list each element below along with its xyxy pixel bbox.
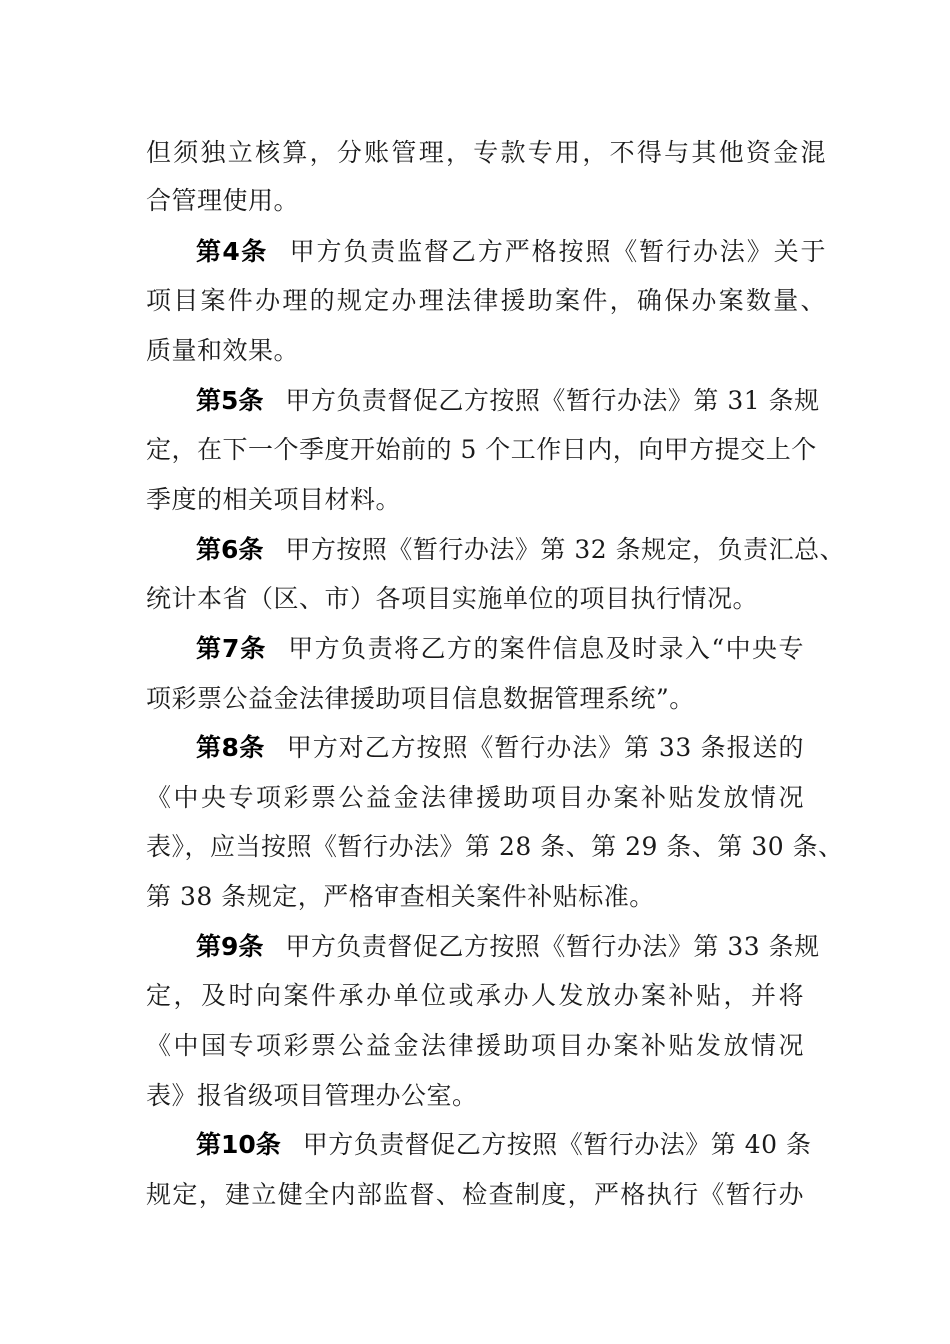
article-6-first-line [196, 535, 846, 565]
article-text: 甲方负责督促乙方按照《暂行办法》第 33 条规 [285, 932, 820, 961]
article-7-first-line [196, 634, 804, 664]
article-5-first-line [196, 386, 820, 416]
text-line: 定，及时向案件承办单位或承办人发放办案补贴，并将 [146, 981, 804, 1010]
article-text: 甲方负责监督乙方严格按照《暂行办法》关于 [289, 237, 826, 266]
text-line: 季度的相关项目材料。 [146, 485, 402, 514]
text-line: 定，在下一个季度开始前的 5 个工作日内，向甲方提交上个 [146, 435, 817, 464]
text-line: 第 38 条规定，严格审查相关案件补贴标准。 [146, 882, 655, 911]
article-10-first-line [196, 1130, 812, 1160]
article-number: 第7条 [196, 634, 267, 663]
article-number: 第6条 [196, 535, 264, 564]
article-text: 甲方负责督促乙方按照《暂行办法》第 40 条 [302, 1130, 812, 1159]
article-number: 第4条 [196, 237, 268, 266]
text-line: 质量和效果。 [146, 336, 300, 365]
article-9-first-line [196, 932, 820, 962]
text-line: 项彩票公益金法律援助项目信息数据管理系统”。 [146, 684, 695, 713]
article-text: 甲方对乙方按照《暂行办法》第 33 条报送的 [286, 733, 804, 762]
text-line: 统计本省（区、市）各项目实施单位的项目执行情况。 [146, 584, 759, 613]
article-8-first-line [196, 733, 804, 763]
text-line: 项目案件办理的规定办理法律援助案件，确保办案数量、 [146, 286, 826, 315]
article-number: 第10条 [196, 1130, 281, 1159]
text-line: 《中央专项彩票公益金法律援助项目办案补贴发放情况 [146, 783, 804, 812]
article-number: 第8条 [196, 733, 265, 762]
article-text: 甲方负责将乙方的案件信息及时录入“中央专 [288, 634, 804, 663]
text-line: 表》，应当按照《暂行办法》第 28 条、第 29 条、第 30 条、 [146, 832, 844, 861]
article-4-first-line [196, 237, 826, 267]
article-text: 甲方负责督促乙方按照《暂行办法》第 31 条规 [285, 386, 820, 415]
article-number: 第5条 [196, 386, 264, 415]
text-line: 合管理使用。 [146, 186, 300, 215]
article-number: 第9条 [196, 932, 264, 961]
text-line: 《中国专项彩票公益金法律援助项目办案补贴发放情况 [146, 1031, 804, 1060]
text-line: 但须独立核算，分账管理，专款专用，不得与其他资金混 [146, 138, 826, 167]
text-line: 表》报省级项目管理办公室。 [146, 1081, 478, 1110]
article-text: 甲方按照《暂行办法》第 32 条规定，负责汇总、 [285, 535, 846, 564]
text-line: 规定，建立健全内部监督、检查制度，严格执行《暂行办 [146, 1180, 804, 1209]
